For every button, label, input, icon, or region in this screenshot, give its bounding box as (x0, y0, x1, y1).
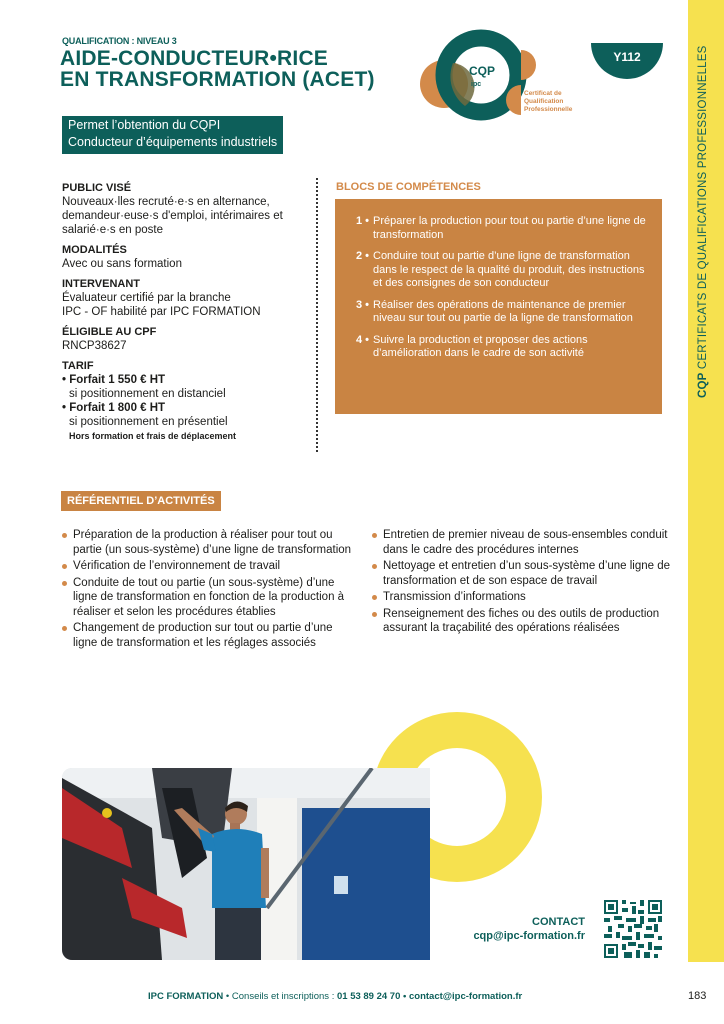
activity-text: Vérification de l’environnement de travail (73, 560, 281, 572)
bloc-number: 2 • (355, 250, 369, 262)
page-title (60, 48, 375, 90)
bullet-icon (372, 612, 377, 617)
modalites-text: Avec ou sans formation (62, 258, 182, 270)
cqp-logo (418, 28, 588, 124)
tarif-price-1: • Forfait 1 550 € HT (62, 374, 166, 386)
activity-text: Changement de production sur tout ou partie d’une ligne de transformation et les réglages associés (73, 622, 333, 649)
bloc-text: Conduire tout ou partie d’une ligne de transformation dans le respect de la qualité du produit, des instructions et des consignes de son conducteur (373, 250, 645, 289)
cpf-label: ÉLIGIBLE AU CPF (62, 326, 157, 338)
activity-item (62, 621, 352, 650)
rncp-code: RNCP38627 (62, 340, 127, 352)
intervenant-label: INTERVENANT (62, 278, 141, 290)
contact-label: CONTACT (532, 916, 585, 928)
bullet-icon (62, 564, 67, 569)
side-band-text: CERTIFICATS DE QUALIFICATIONS PROFESSIONNELLES (697, 45, 709, 373)
activity-text: Préparation de la production à réaliser pour tout ou partie (un sous-système) d’une ligne de transformation (73, 529, 352, 556)
activity-text: Renseignement des fiches ou des outils de production assurant la traçabilité des opérations réalisées (383, 607, 660, 634)
activity-item (372, 559, 672, 588)
footer-brand: IPC FORMATION (148, 991, 224, 1002)
tarif-detail-2: si positionnement en présentiel (69, 416, 228, 428)
blocs-title: BLOCS DE COMPÉTENCES (336, 181, 481, 193)
logo-cqp-text: CQP (469, 64, 496, 78)
intervenant-block (62, 277, 307, 319)
qualification-level: QUALIFICATION : NIVEAU 3 (62, 36, 177, 46)
bloc-number: 3 • (355, 298, 369, 311)
bloc-item (351, 299, 652, 326)
activity-item (62, 576, 352, 620)
bullet-icon (372, 595, 377, 600)
cqpi-banner (62, 116, 283, 154)
logo-ipc-text: ipc (471, 81, 482, 88)
referentiel-title: RÉFÉRENTIEL D’ACTIVITÉS (61, 491, 221, 511)
cqpi-line-2: Conducteur d’équipements industriels (68, 135, 278, 149)
public-text: Nouveaux·lles recruté·e·s en alternance, demandeur·euse·s d'emploi, intérimaires et salarié·e·s en poste (62, 196, 283, 236)
public-label: PUBLIC VISÉ (62, 182, 132, 194)
blocs-box (335, 199, 662, 414)
bloc-item (351, 215, 652, 242)
page-number: 183 (688, 990, 707, 1002)
course-code: Y112 (613, 50, 641, 64)
modalites-block (62, 243, 307, 271)
footer-label: • Conseils et inscriptions : (223, 991, 337, 1002)
activity-item (372, 590, 672, 605)
activity-text: Nettoyage et entretien d’un sous-système d’une ligne de transformation et de son espace de travail (383, 560, 671, 587)
activity-text: Conduite de tout ou partie (un sous-système) d’une ligne de transformation en fonction de la production à réaliser et selon les procédures établies (73, 576, 345, 618)
intervenant-line-2: IPC - OF habilité par IPC FORMATION (62, 306, 261, 318)
cqpi-line-1: Permet l’obtention du CQPI (68, 118, 221, 132)
photo-illustration (62, 768, 430, 960)
info-column (62, 181, 307, 449)
logo-caption-3: Professionnelle (524, 106, 573, 113)
bloc-number: 4 • (355, 333, 369, 346)
course-code-badge (591, 43, 663, 79)
tarif-price-2: • Forfait 1 800 € HT (62, 402, 166, 414)
tarif-label: TARIF (62, 360, 94, 372)
bloc-item (351, 250, 652, 291)
bullet-icon (372, 533, 377, 538)
footer-separator: • (400, 991, 409, 1002)
footer-email[interactable]: contact@ipc-formation.fr (409, 991, 523, 1002)
activities-list-left (62, 528, 352, 652)
logo-half-disc-top (521, 50, 536, 80)
qr-code[interactable] (604, 900, 662, 958)
bullet-icon (62, 626, 67, 631)
bloc-item (351, 334, 652, 361)
bloc-text: Réaliser des opérations de maintenance de premier niveau sur tout ou partie de la ligne de transformation (373, 298, 633, 324)
activity-item (62, 559, 352, 574)
footer (148, 991, 522, 1002)
title-line-2: EN TRANSFORMATION (ACET) (60, 68, 375, 91)
contact-email[interactable]: cqp@ipc-formation.fr (473, 930, 585, 942)
activity-text: Transmission d’informations (383, 591, 526, 603)
dotted-divider (316, 178, 318, 452)
worker-photo (62, 768, 430, 960)
bloc-text: Suivre la production et proposer des actions d’amélioration dans le cadre de son activité (373, 333, 588, 359)
activity-item (372, 607, 672, 636)
side-band-cqp: CQP (697, 372, 709, 398)
footer-phone[interactable]: 01 53 89 24 70 (336, 991, 401, 1002)
tarif-block (62, 359, 307, 443)
activities-list-right (372, 528, 672, 638)
bullet-icon (62, 581, 67, 586)
bullet-icon (62, 533, 67, 538)
public-block (62, 181, 307, 237)
bullet-icon (372, 564, 377, 569)
tarif-note: Hors formation et frais de déplacement (69, 431, 237, 441)
logo-caption-1: Certificat de (524, 90, 562, 97)
bloc-number: 1 • (355, 215, 369, 227)
tarif-detail-1: si positionnement en distanciel (69, 388, 226, 400)
title-line-1: AIDE-CONDUCTEUR•RICE (60, 47, 329, 70)
cpf-block (62, 325, 307, 353)
activity-text: Entretien de premier niveau de sous-ensembles conduit dans le cadre des procédures internes (383, 529, 668, 556)
logo-caption-2: Qualification (524, 98, 564, 105)
activity-item (372, 528, 672, 557)
side-band-title (697, 45, 709, 398)
intervenant-line-1: Évaluateur certifié par la branche (62, 292, 231, 304)
activity-item (62, 528, 352, 557)
bloc-text: Préparer la production pour tout ou partie d’une ligne de transformation (373, 215, 646, 241)
modalites-label: MODALITÉS (62, 244, 127, 256)
